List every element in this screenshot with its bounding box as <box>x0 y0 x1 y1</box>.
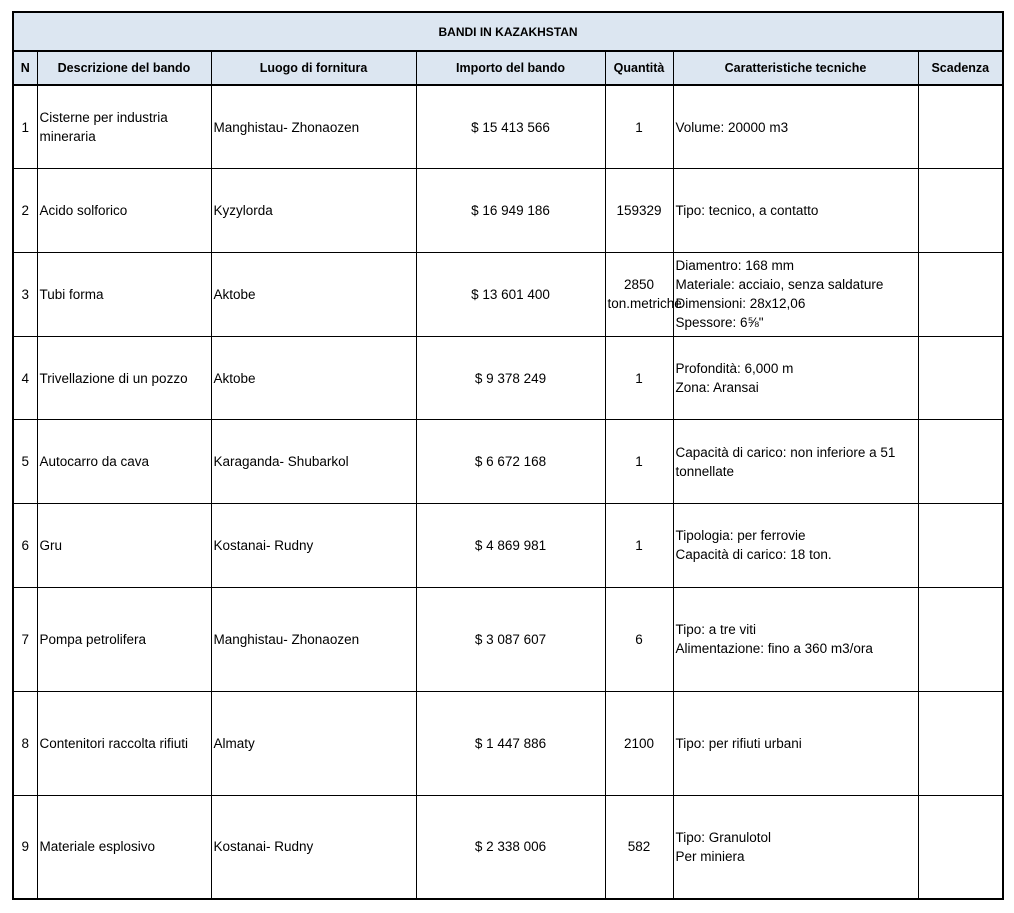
cell-luogo: Aktobe <box>211 252 416 336</box>
table-row <box>13 169 1003 253</box>
cell-quantita: 1 <box>605 420 673 504</box>
cell-quantita: 2850 ton.metriche <box>605 252 673 336</box>
cell-quantita: 1 <box>605 85 673 169</box>
cell-scadenza <box>918 252 1003 336</box>
cell-n: 7 <box>13 587 37 691</box>
table-row <box>13 504 1003 588</box>
title-row <box>13 12 1003 51</box>
table-row <box>13 336 1003 420</box>
cell-quantita: 6 <box>605 587 673 691</box>
table-row <box>13 420 1003 504</box>
header-importo: Importo del bando <box>416 51 605 85</box>
table-title: BANDI IN KAZAKHSTAN <box>13 12 1003 51</box>
cell-importo: $ 4 869 981 <box>416 504 605 588</box>
cell-n: 5 <box>13 420 37 504</box>
cell-scadenza <box>918 587 1003 691</box>
cell-luogo: Almaty <box>211 691 416 795</box>
header-n: N <box>13 51 37 85</box>
cell-n: 8 <box>13 691 37 795</box>
cell-importo: $ 9 378 249 <box>416 336 605 420</box>
header-row <box>13 51 1003 85</box>
cell-scadenza <box>918 336 1003 420</box>
cell-caratteristiche: Tipo: tecnico, a contatto <box>673 169 918 253</box>
header-luogo: Luogo di fornitura <box>211 51 416 85</box>
table-row <box>13 85 1003 169</box>
cell-caratteristiche: Capacità di carico: non inferiore a 51 tonnellate <box>673 420 918 504</box>
cell-scadenza <box>918 504 1003 588</box>
header-scadenza: Scadenza <box>918 51 1003 85</box>
tenders-table <box>12 11 1004 900</box>
cell-importo: $ 3 087 607 <box>416 587 605 691</box>
cell-caratteristiche: Diamentro: 168 mm Materiale: acciaio, senza saldature Dimensioni: 28x12,06 Spessore: 6⅝" <box>673 252 918 336</box>
cell-descrizione: Materiale esplosivo <box>37 795 211 899</box>
cell-caratteristiche: Tipo: Granulotol Per miniera <box>673 795 918 899</box>
cell-scadenza <box>918 795 1003 899</box>
cell-n: 6 <box>13 504 37 588</box>
cell-descrizione: Contenitori raccolta rifiuti <box>37 691 211 795</box>
cell-luogo: Aktobe <box>211 336 416 420</box>
cell-n: 1 <box>13 85 37 169</box>
cell-caratteristiche: Tipo: per rifiuti urbani <box>673 691 918 795</box>
header-quantita: Quantità <box>605 51 673 85</box>
cell-n: 2 <box>13 169 37 253</box>
table-row <box>13 587 1003 691</box>
cell-caratteristiche: Volume: 20000 m3 <box>673 85 918 169</box>
cell-scadenza <box>918 85 1003 169</box>
cell-descrizione: Cisterne per industria mineraria <box>37 85 211 169</box>
cell-luogo: Kostanai- Rudny <box>211 795 416 899</box>
table-row <box>13 691 1003 795</box>
header-descrizione: Descrizione del bando <box>37 51 211 85</box>
cell-importo: $ 15 413 566 <box>416 85 605 169</box>
cell-importo: $ 6 672 168 <box>416 420 605 504</box>
cell-caratteristiche: Tipologia: per ferrovie Capacità di carico: 18 ton. <box>673 504 918 588</box>
cell-quantita: 2100 <box>605 691 673 795</box>
cell-descrizione: Pompa petrolifera <box>37 587 211 691</box>
table-row <box>13 252 1003 336</box>
cell-importo: $ 1 447 886 <box>416 691 605 795</box>
cell-descrizione: Tubi forma <box>37 252 211 336</box>
cell-caratteristiche: Profondità: 6,000 m Zona: Aransai <box>673 336 918 420</box>
cell-luogo: Karaganda- Shubarkol <box>211 420 416 504</box>
cell-luogo: Kyzylorda <box>211 169 416 253</box>
cell-scadenza <box>918 420 1003 504</box>
cell-descrizione: Autocarro da cava <box>37 420 211 504</box>
cell-quantita: 159329 <box>605 169 673 253</box>
cell-caratteristiche: Tipo: a tre viti Alimentazione: fino a 360 m3/ora <box>673 587 918 691</box>
cell-n: 3 <box>13 252 37 336</box>
cell-n: 4 <box>13 336 37 420</box>
cell-importo: $ 2 338 006 <box>416 795 605 899</box>
cell-n: 9 <box>13 795 37 899</box>
cell-quantita: 582 <box>605 795 673 899</box>
cell-quantita: 1 <box>605 336 673 420</box>
cell-descrizione: Trivellazione di un pozzo <box>37 336 211 420</box>
cell-quantita: 1 <box>605 504 673 588</box>
header-caratteristiche: Caratteristiche tecniche <box>673 51 918 85</box>
cell-scadenza <box>918 691 1003 795</box>
cell-luogo: Manghistau- Zhonaozen <box>211 85 416 169</box>
table-row <box>13 795 1003 899</box>
cell-scadenza <box>918 169 1003 253</box>
cell-importo: $ 13 601 400 <box>416 252 605 336</box>
cell-luogo: Kostanai- Rudny <box>211 504 416 588</box>
cell-luogo: Manghistau- Zhonaozen <box>211 587 416 691</box>
cell-descrizione: Gru <box>37 504 211 588</box>
cell-descrizione: Acido solforico <box>37 169 211 253</box>
cell-importo: $ 16 949 186 <box>416 169 605 253</box>
